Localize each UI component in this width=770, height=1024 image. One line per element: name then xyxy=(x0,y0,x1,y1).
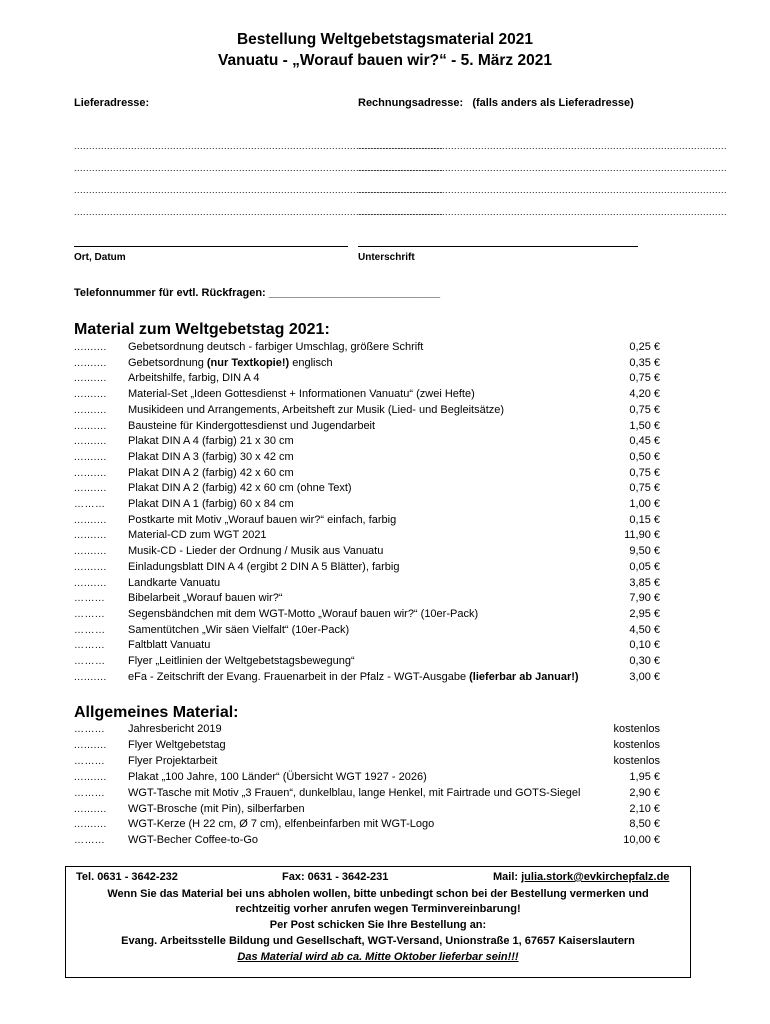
quantity-field[interactable]: .......... xyxy=(74,467,107,479)
quantity-field[interactable]: ……… xyxy=(74,656,106,667)
contact-fax: Fax: 0631 - 3642-231 xyxy=(282,871,389,883)
item-price: 8,50 € xyxy=(629,818,660,831)
item-price: 0,75 € xyxy=(629,466,660,479)
order-item-row xyxy=(74,802,660,818)
item-price: 0,15 € xyxy=(629,513,660,526)
signature-label: Unterschrift xyxy=(358,252,415,263)
phone-label: Telefonnummer für evtl. Rückfragen: xyxy=(74,287,266,299)
quantity-field[interactable]: .......... xyxy=(74,514,107,526)
item-description-text: Flyer Weltgebetstag xyxy=(128,738,226,751)
item-description-text: Samentütchen „Wir säen Vielfalt“ (10er-Pack) xyxy=(128,623,350,636)
billing-address-line[interactable]: ........................................................................................................................... xyxy=(358,163,728,173)
order-item-row xyxy=(74,340,660,356)
item-description xyxy=(128,387,475,403)
quantity-field[interactable]: ……... xyxy=(74,608,105,620)
item-description-text: Musikideen und Arrangements, Arbeitsheft zur Musik (Lied- und Begleitsätze) xyxy=(128,403,505,416)
order-item-row xyxy=(74,638,660,654)
item-description-text: WGT-Kerze (H 22 cm, Ø 7 cm), elfenbeinfarben mit WGT-Logo xyxy=(128,818,435,831)
item-description xyxy=(128,802,305,818)
item-description-text: Faltblatt Vanuatu xyxy=(128,639,211,652)
item-description-emphasis: (nur Textkopie!) xyxy=(206,356,290,369)
item-price: 0,35 € xyxy=(629,356,660,369)
item-description xyxy=(128,528,267,544)
quantity-field[interactable]: .......... xyxy=(74,420,107,432)
quantity-field[interactable]: .......... xyxy=(74,546,107,558)
item-description-text: Einladungsblatt DIN A 4 (ergibt 2 DIN A 5 Blätter), farbig xyxy=(128,560,400,573)
item-description-text: Plakat DIN A 2 (farbig) 42 x 60 cm (ohne Text) xyxy=(128,482,352,495)
item-description xyxy=(128,638,210,654)
item-description xyxy=(128,356,333,372)
item-description xyxy=(128,466,294,482)
item-price: 1,00 € xyxy=(629,498,660,510)
quantity-field[interactable]: .......... xyxy=(74,771,107,783)
place-date-label: Ort, Datum xyxy=(74,252,126,263)
billing-address-line[interactable]: ........................................................................................................................... xyxy=(358,207,728,217)
quantity-field[interactable]: .......... xyxy=(74,436,107,448)
post-note: Per Post schicken Sie Ihre Bestellung an: xyxy=(269,919,487,931)
order-item-row xyxy=(74,528,660,544)
item-price: 0,25 € xyxy=(629,341,660,353)
item-price: 0,10 € xyxy=(629,639,660,652)
material-section-heading: Material zum Weltgebetstag 2021: xyxy=(74,321,330,338)
pickup-note-2: rechtzeitig vorher anrufen wegen Terminvereinbarung! xyxy=(235,903,521,915)
item-price: 0,30 € xyxy=(629,655,660,667)
item-price: 1,50 € xyxy=(629,419,660,432)
billing-address-line[interactable]: ........................................................................................................................... xyxy=(358,185,728,195)
quantity-field[interactable]: ……… xyxy=(74,499,106,510)
quantity-field[interactable]: .......... xyxy=(74,483,107,495)
order-item-row xyxy=(74,591,660,607)
item-price: 1,95 € xyxy=(629,770,660,783)
item-price: 2,10 € xyxy=(629,802,660,815)
item-description xyxy=(128,497,294,513)
quantity-field[interactable]: .......... xyxy=(74,373,107,385)
item-description-emphasis: (lieferbar ab Januar!) xyxy=(469,670,579,683)
place-date-line[interactable] xyxy=(74,246,348,247)
delivery-address-line[interactable]: ........................................................................................................................... xyxy=(74,141,444,151)
item-description xyxy=(128,754,217,770)
item-description xyxy=(128,481,352,497)
item-price: 0,05 € xyxy=(629,560,660,573)
quantity-field[interactable]: .......... xyxy=(74,342,107,353)
item-price: 2,95 € xyxy=(629,607,660,620)
item-description xyxy=(128,576,220,592)
item-description-text: Gebetsordnung deutsch - farbiger Umschlag, größere Schrift xyxy=(128,341,424,353)
quantity-field[interactable]: .......... xyxy=(74,561,107,573)
delivery-address-line[interactable]: ........................................................................................................................... xyxy=(74,185,444,195)
quantity-field[interactable]: .......... xyxy=(74,451,107,463)
quantity-field[interactable]: .......... xyxy=(74,819,107,831)
item-description xyxy=(128,654,355,670)
order-item-row xyxy=(74,434,660,450)
item-description xyxy=(128,434,294,450)
phone-input[interactable]: ____________________________ xyxy=(268,287,441,299)
item-price: 4,50 € xyxy=(629,623,660,636)
order-item-row xyxy=(74,623,660,639)
item-description xyxy=(128,419,375,435)
quantity-field[interactable]: .......... xyxy=(74,739,107,751)
quantity-field[interactable]: .......... xyxy=(74,389,107,401)
order-item-row xyxy=(74,786,660,802)
item-description xyxy=(128,817,434,833)
item-price: 9,50 € xyxy=(629,545,660,558)
item-description-text: Postkarte mit Motiv „Worauf bauen wir?“ einfach, farbig xyxy=(128,513,397,526)
item-description xyxy=(128,770,427,786)
item-description-text: Plakat DIN A 1 (farbig) 60 x 84 cm xyxy=(128,498,294,510)
quantity-field[interactable]: .......... xyxy=(74,404,107,416)
item-description-text: WGT-Brosche (mit Pin), silberfarben xyxy=(128,802,305,815)
order-item-row xyxy=(74,560,660,576)
contact-mail xyxy=(493,871,669,883)
order-item-row xyxy=(74,371,660,387)
item-description-text: Gebetsordnung xyxy=(128,356,207,369)
quantity-field[interactable]: .......... xyxy=(74,577,107,589)
item-description-text: WGT-Tasche mit Motiv „3 Frauen“, dunkelblau, lange Henkel, mit Fairtrade und GOTS-Siegel xyxy=(128,786,581,799)
item-description xyxy=(128,623,349,639)
item-description-text: Plakat DIN A 3 (farbig) 30 x 42 cm xyxy=(128,450,294,463)
order-item-row xyxy=(74,770,660,786)
item-price: 3,85 € xyxy=(629,576,660,589)
billing-address-line[interactable]: ........................................................................................................................... xyxy=(358,141,728,151)
mail-label: Mail: xyxy=(493,871,522,883)
item-description xyxy=(128,340,423,356)
order-item-row xyxy=(74,654,660,670)
signature-line[interactable] xyxy=(358,246,638,247)
order-item-row xyxy=(74,576,660,592)
item-description xyxy=(128,738,226,754)
contact-tel: Tel. 0631 - 3642-232 xyxy=(76,871,178,883)
pickup-note: Wenn Sie das Material bei uns abholen wollen, bitte unbedingt schon bei der Bestellung vermerken und xyxy=(107,888,649,900)
quantity-field[interactable]: .......... xyxy=(74,671,107,683)
item-price: 11,90 € xyxy=(624,529,660,542)
item-description-text: Musik-CD - Lieder der Ordnung / Musik aus Vanuatu xyxy=(128,545,384,558)
item-price: 0,75 € xyxy=(629,482,660,495)
item-price: kostenlos xyxy=(613,723,660,735)
item-price: 0,50 € xyxy=(629,450,660,463)
quantity-field[interactable]: ……... xyxy=(74,724,105,735)
item-description-text: Plakat DIN A 2 (farbig) 42 x 60 cm xyxy=(128,466,294,479)
order-item-row xyxy=(74,833,660,849)
item-description xyxy=(128,560,399,576)
order-item-row xyxy=(74,387,660,403)
quantity-field[interactable]: .......... xyxy=(74,357,107,369)
quantity-field[interactable]: ……… xyxy=(74,624,106,636)
item-description-text: Flyer Projektarbeit xyxy=(128,754,218,767)
item-description-text: Material-Set „Ideen Gottesdienst + Informationen Vanuatu“ (zwei Hefte) xyxy=(128,388,475,401)
general-section-heading: Allgemeines Material: xyxy=(74,704,239,721)
item-description xyxy=(128,403,504,419)
quantity-field[interactable]: .......... xyxy=(74,803,107,815)
item-price: 0,75 € xyxy=(629,372,660,385)
billing-address-label-text: Rechnungsadresse: xyxy=(358,97,464,109)
item-description xyxy=(128,544,383,560)
order-item-row xyxy=(74,722,660,738)
delivery-address-label: Lieferadresse: xyxy=(74,97,150,109)
item-description-text: Flyer „Leitlinien der Weltgebetstagsbewegung“ xyxy=(128,655,355,667)
item-description-text: Arbeitshilfe, farbig, DIN A 4 xyxy=(128,372,260,385)
item-price: 3,00 € xyxy=(629,670,660,683)
item-description-text: Plakat „100 Jahre, 100 Länder“ (Übersicht WGT 1927 - 2026) xyxy=(128,770,427,783)
quantity-field[interactable]: ……... xyxy=(74,593,105,605)
item-description xyxy=(128,371,259,387)
order-item-row xyxy=(74,754,660,770)
order-item-row xyxy=(74,607,660,623)
order-item-row xyxy=(74,544,660,560)
item-description xyxy=(128,670,579,686)
item-price: 0,45 € xyxy=(629,435,660,448)
quantity-field[interactable]: ……... xyxy=(74,835,105,847)
item-description-text: Landkarte Vanuatu xyxy=(128,576,221,589)
quantity-field[interactable]: .......... xyxy=(74,530,107,542)
item-description xyxy=(128,607,478,623)
item-price: 2,90 € xyxy=(629,786,660,799)
item-description-text: Segensbändchen mit dem WGT-Motto „Worauf bauen wir?“ (10er-Pack) xyxy=(128,607,479,620)
contact-box xyxy=(65,866,691,978)
item-description xyxy=(128,591,282,607)
quantity-field[interactable]: ……... xyxy=(74,640,105,652)
delivery-address-line[interactable]: ........................................................................................................................... xyxy=(74,207,444,217)
order-item-row xyxy=(74,497,660,513)
order-item-row xyxy=(74,450,660,466)
item-description-text: Jahresbericht 2019 xyxy=(128,723,222,735)
item-description-text: Bibelarbeit „Worauf bauen wir?“ xyxy=(128,592,283,605)
availability-note: Das Material wird ab ca. Mitte Oktober lieferbar sein!!! xyxy=(237,951,519,963)
item-price: 0,75 € xyxy=(629,403,660,416)
order-item-row xyxy=(74,670,660,686)
order-item-row xyxy=(74,466,660,482)
item-description-text: Bausteine für Kindergottesdienst und Jugendarbeit xyxy=(128,419,376,432)
order-item-row xyxy=(74,817,660,833)
phone-field xyxy=(74,287,440,299)
item-description-text: eFa - Zeitschrift der Evang. Frauenarbeit in der Pfalz - WGT-Ausgabe xyxy=(128,670,470,683)
order-item-row xyxy=(74,419,660,435)
item-description xyxy=(128,722,222,738)
item-description-suffix: englisch xyxy=(289,356,333,369)
item-description-text: Plakat DIN A 4 (farbig) 21 x 30 cm xyxy=(128,435,294,448)
page-title: Bestellung Weltgebetstagsmaterial 2021 xyxy=(236,31,534,48)
postal-address: Evang. Arbeitsstelle Bildung und Gesellschaft, WGT-Versand, Unionstraße 1, 67657 Kaiserslautern xyxy=(121,935,635,947)
billing-address-note: (falls anders als Lieferadresse) xyxy=(472,97,634,109)
delivery-address-line[interactable]: ........................................................................................................................... xyxy=(74,163,444,173)
item-price: 10,00 € xyxy=(623,834,660,847)
item-price: 7,90 € xyxy=(629,592,660,605)
order-item-row xyxy=(74,513,660,529)
item-price: kostenlos xyxy=(613,754,660,767)
item-price: 4,20 € xyxy=(629,388,660,401)
item-price: kostenlos xyxy=(613,738,660,751)
item-description xyxy=(128,833,258,849)
item-description xyxy=(128,513,396,529)
page-subtitle: Vanuatu - „Worauf bauen wir?“ - 5. März 2021 xyxy=(218,52,552,69)
order-item-row xyxy=(74,356,660,372)
item-description xyxy=(128,786,580,802)
item-description-text: Material-CD zum WGT 2021 xyxy=(128,529,267,542)
mail-link[interactable]: julia.stork@evkirchepfalz.de xyxy=(521,871,670,883)
order-item-row xyxy=(74,738,660,754)
item-description xyxy=(128,450,294,466)
billing-address-label xyxy=(358,97,634,109)
order-item-row xyxy=(74,481,660,497)
order-item-row xyxy=(74,403,660,419)
quantity-field[interactable]: ……... xyxy=(74,755,105,767)
quantity-field[interactable]: ……... xyxy=(74,787,105,799)
item-description-text: WGT-Becher Coffee-to-Go xyxy=(128,834,259,847)
